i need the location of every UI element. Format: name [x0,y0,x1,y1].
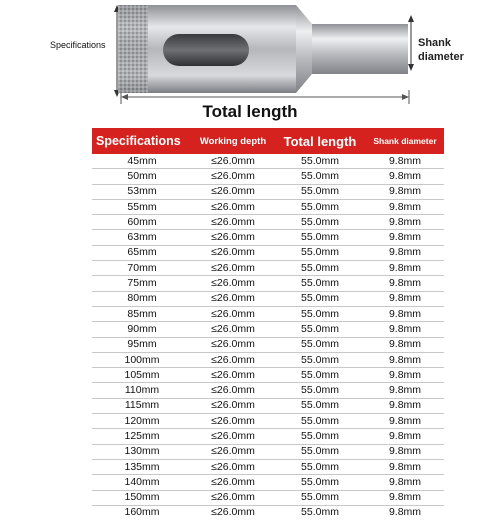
table-row [92,276,444,291]
bit-shank [312,24,408,74]
cell-specification: 80mm [92,291,192,306]
cell-specification: 70mm [92,261,192,276]
cell-total-length: 55.0mm [274,490,366,505]
cell-working-depth: ≤26.0mm [192,199,274,214]
cell-total-length: 55.0mm [274,322,366,337]
cell-working-depth: ≤26.0mm [192,398,274,413]
cell-specification: 135mm [92,459,192,474]
cell-specification: 65mm [92,245,192,260]
cell-specification: 115mm [92,398,192,413]
cell-working-depth: ≤26.0mm [192,169,274,184]
cell-shank-diameter: 9.8mm [366,291,444,306]
drill-bit-diagram [0,0,500,128]
table-row [92,337,444,352]
cell-shank-diameter: 9.8mm [366,475,444,490]
table-body [92,154,444,520]
table-row [92,414,444,429]
bit-slot [163,34,249,66]
cell-total-length: 55.0mm [274,368,366,383]
cell-shank-diameter: 9.8mm [366,429,444,444]
table-row [92,490,444,505]
cell-specification: 130mm [92,444,192,459]
cell-working-depth: ≤26.0mm [192,475,274,490]
table-row [92,322,444,337]
cell-total-length: 55.0mm [274,261,366,276]
specifications-label: Specifications [50,40,106,50]
cell-specification: 150mm [92,490,192,505]
cell-specification: 140mm [92,475,192,490]
cell-specification: 85mm [92,306,192,321]
table-row [92,291,444,306]
table-row [92,352,444,367]
cell-specification: 105mm [92,368,192,383]
table-row [92,245,444,260]
cell-shank-diameter: 9.8mm [366,368,444,383]
cell-working-depth: ≤26.0mm [192,429,274,444]
cell-specification: 60mm [92,215,192,230]
shank-diameter-label [418,36,464,64]
specifications-table [92,128,444,520]
cell-specification: 45mm [92,154,192,169]
cell-shank-diameter: 9.8mm [366,169,444,184]
cell-working-depth: ≤26.0mm [192,414,274,429]
cell-total-length: 55.0mm [274,306,366,321]
cell-total-length: 55.0mm [274,352,366,367]
table-row [92,230,444,245]
cell-shank-diameter: 9.8mm [366,398,444,413]
cell-shank-diameter: 9.8mm [366,490,444,505]
table-row [92,199,444,214]
cell-working-depth: ≤26.0mm [192,322,274,337]
cell-specification: 90mm [92,322,192,337]
cell-shank-diameter: 9.8mm [366,230,444,245]
cell-total-length: 55.0mm [274,184,366,199]
shank-label-line1: Shank [418,37,452,49]
cell-working-depth: ≤26.0mm [192,184,274,199]
cell-total-length: 55.0mm [274,276,366,291]
cell-shank-diameter: 9.8mm [366,154,444,169]
cell-total-length: 55.0mm [274,154,366,169]
table-row [92,505,444,520]
cell-total-length: 55.0mm [274,444,366,459]
cell-total-length: 55.0mm [274,383,366,398]
cell-total-length: 55.0mm [274,398,366,413]
cell-shank-diameter: 9.8mm [366,215,444,230]
table-row [92,459,444,474]
cell-specification: 160mm [124,506,160,519]
cell-total-length: 55.0mm [274,245,366,260]
table-row [92,215,444,230]
header-specifications: Specifications [92,128,192,154]
cell-working-depth: ≤26.0mm [192,459,274,474]
table-row [92,261,444,276]
cell-total-length: 55.0mm [274,199,366,214]
table-row [92,306,444,321]
header-total-length: Total length [274,128,366,154]
cell-working-depth: ≤26.0mm [192,154,274,169]
table-row [92,169,444,184]
cell-working-depth: ≤26.0mm [192,383,274,398]
cell-working-depth: ≤26.0mm [192,291,274,306]
cell-specification: 55mm [92,199,192,214]
cell-shank-diameter: 9.8mm [366,444,444,459]
cell-total-length: 55.0mm [274,215,366,230]
cell-shank-diameter: 9.8mm [366,184,444,199]
cell-working-depth: ≤26.0mm [192,444,274,459]
cell-specification: 53mm [92,184,192,199]
cell-working-depth: ≤26.0mm [192,352,274,367]
cell-shank-diameter: 9.8mm [366,276,444,291]
shank-dimension-line [408,15,414,71]
cell-total-length: 55.0mm [274,459,366,474]
table-header [92,128,444,154]
cell-shank-diameter: 9.8mm [366,337,444,352]
cell-specification: 125mm [92,429,192,444]
cell-total-length: 55.0mm [274,475,366,490]
bit-taper [296,5,312,93]
cell-shank-diameter: 9.8mm [388,506,422,519]
cell-total-length: 55.0mm [274,169,366,184]
cell-specification: 110mm [92,383,192,398]
table-row [92,154,444,169]
cell-specification: 75mm [92,276,192,291]
cell-total-length: 55.0mm [274,414,366,429]
header-shank-diameter: Shank diameter [366,128,444,154]
header-working-depth: Working depth [192,128,274,154]
table-row [92,444,444,459]
cell-working-depth: ≤26.0mm [211,506,255,519]
table-header-row [92,128,444,154]
cell-total-length: 55.0mm [301,506,339,519]
table-row [92,184,444,199]
table-row [92,429,444,444]
cell-total-length: 55.0mm [274,230,366,245]
cell-working-depth: ≤26.0mm [192,306,274,321]
cell-shank-diameter: 9.8mm [366,306,444,321]
cell-working-depth: ≤26.0mm [192,368,274,383]
cell-specification: 50mm [92,169,192,184]
cell-working-depth: ≤26.0mm [192,490,274,505]
cell-total-length: 55.0mm [274,429,366,444]
cell-shank-diameter: 9.8mm [366,245,444,260]
cell-working-depth: ≤26.0mm [192,230,274,245]
cell-total-length: 55.0mm [274,337,366,352]
cell-working-depth: ≤26.0mm [192,337,274,352]
cell-shank-diameter: 9.8mm [366,459,444,474]
table-row [92,398,444,413]
cell-working-depth: ≤26.0mm [192,276,274,291]
cell-working-depth: ≤26.0mm [192,261,274,276]
total-length-label: Total length [202,102,298,121]
cell-shank-diameter: 9.8mm [366,383,444,398]
cell-specification: 63mm [92,230,192,245]
cell-total-length: 55.0mm [274,291,366,306]
cell-shank-diameter: 9.8mm [366,322,444,337]
cell-specification: 100mm [92,352,192,367]
cell-working-depth: ≤26.0mm [192,245,274,260]
table-row [92,475,444,490]
cell-shank-diameter: 9.8mm [366,261,444,276]
cell-specification: 95mm [92,337,192,352]
cell-shank-diameter: 9.8mm [366,414,444,429]
shank-label-line2: diameter [418,51,464,63]
table-row [92,368,444,383]
cell-shank-diameter: 9.8mm [366,352,444,367]
cell-working-depth: ≤26.0mm [192,215,274,230]
table-row [92,383,444,398]
cell-specification: 120mm [92,414,192,429]
cell-shank-diameter: 9.8mm [366,199,444,214]
